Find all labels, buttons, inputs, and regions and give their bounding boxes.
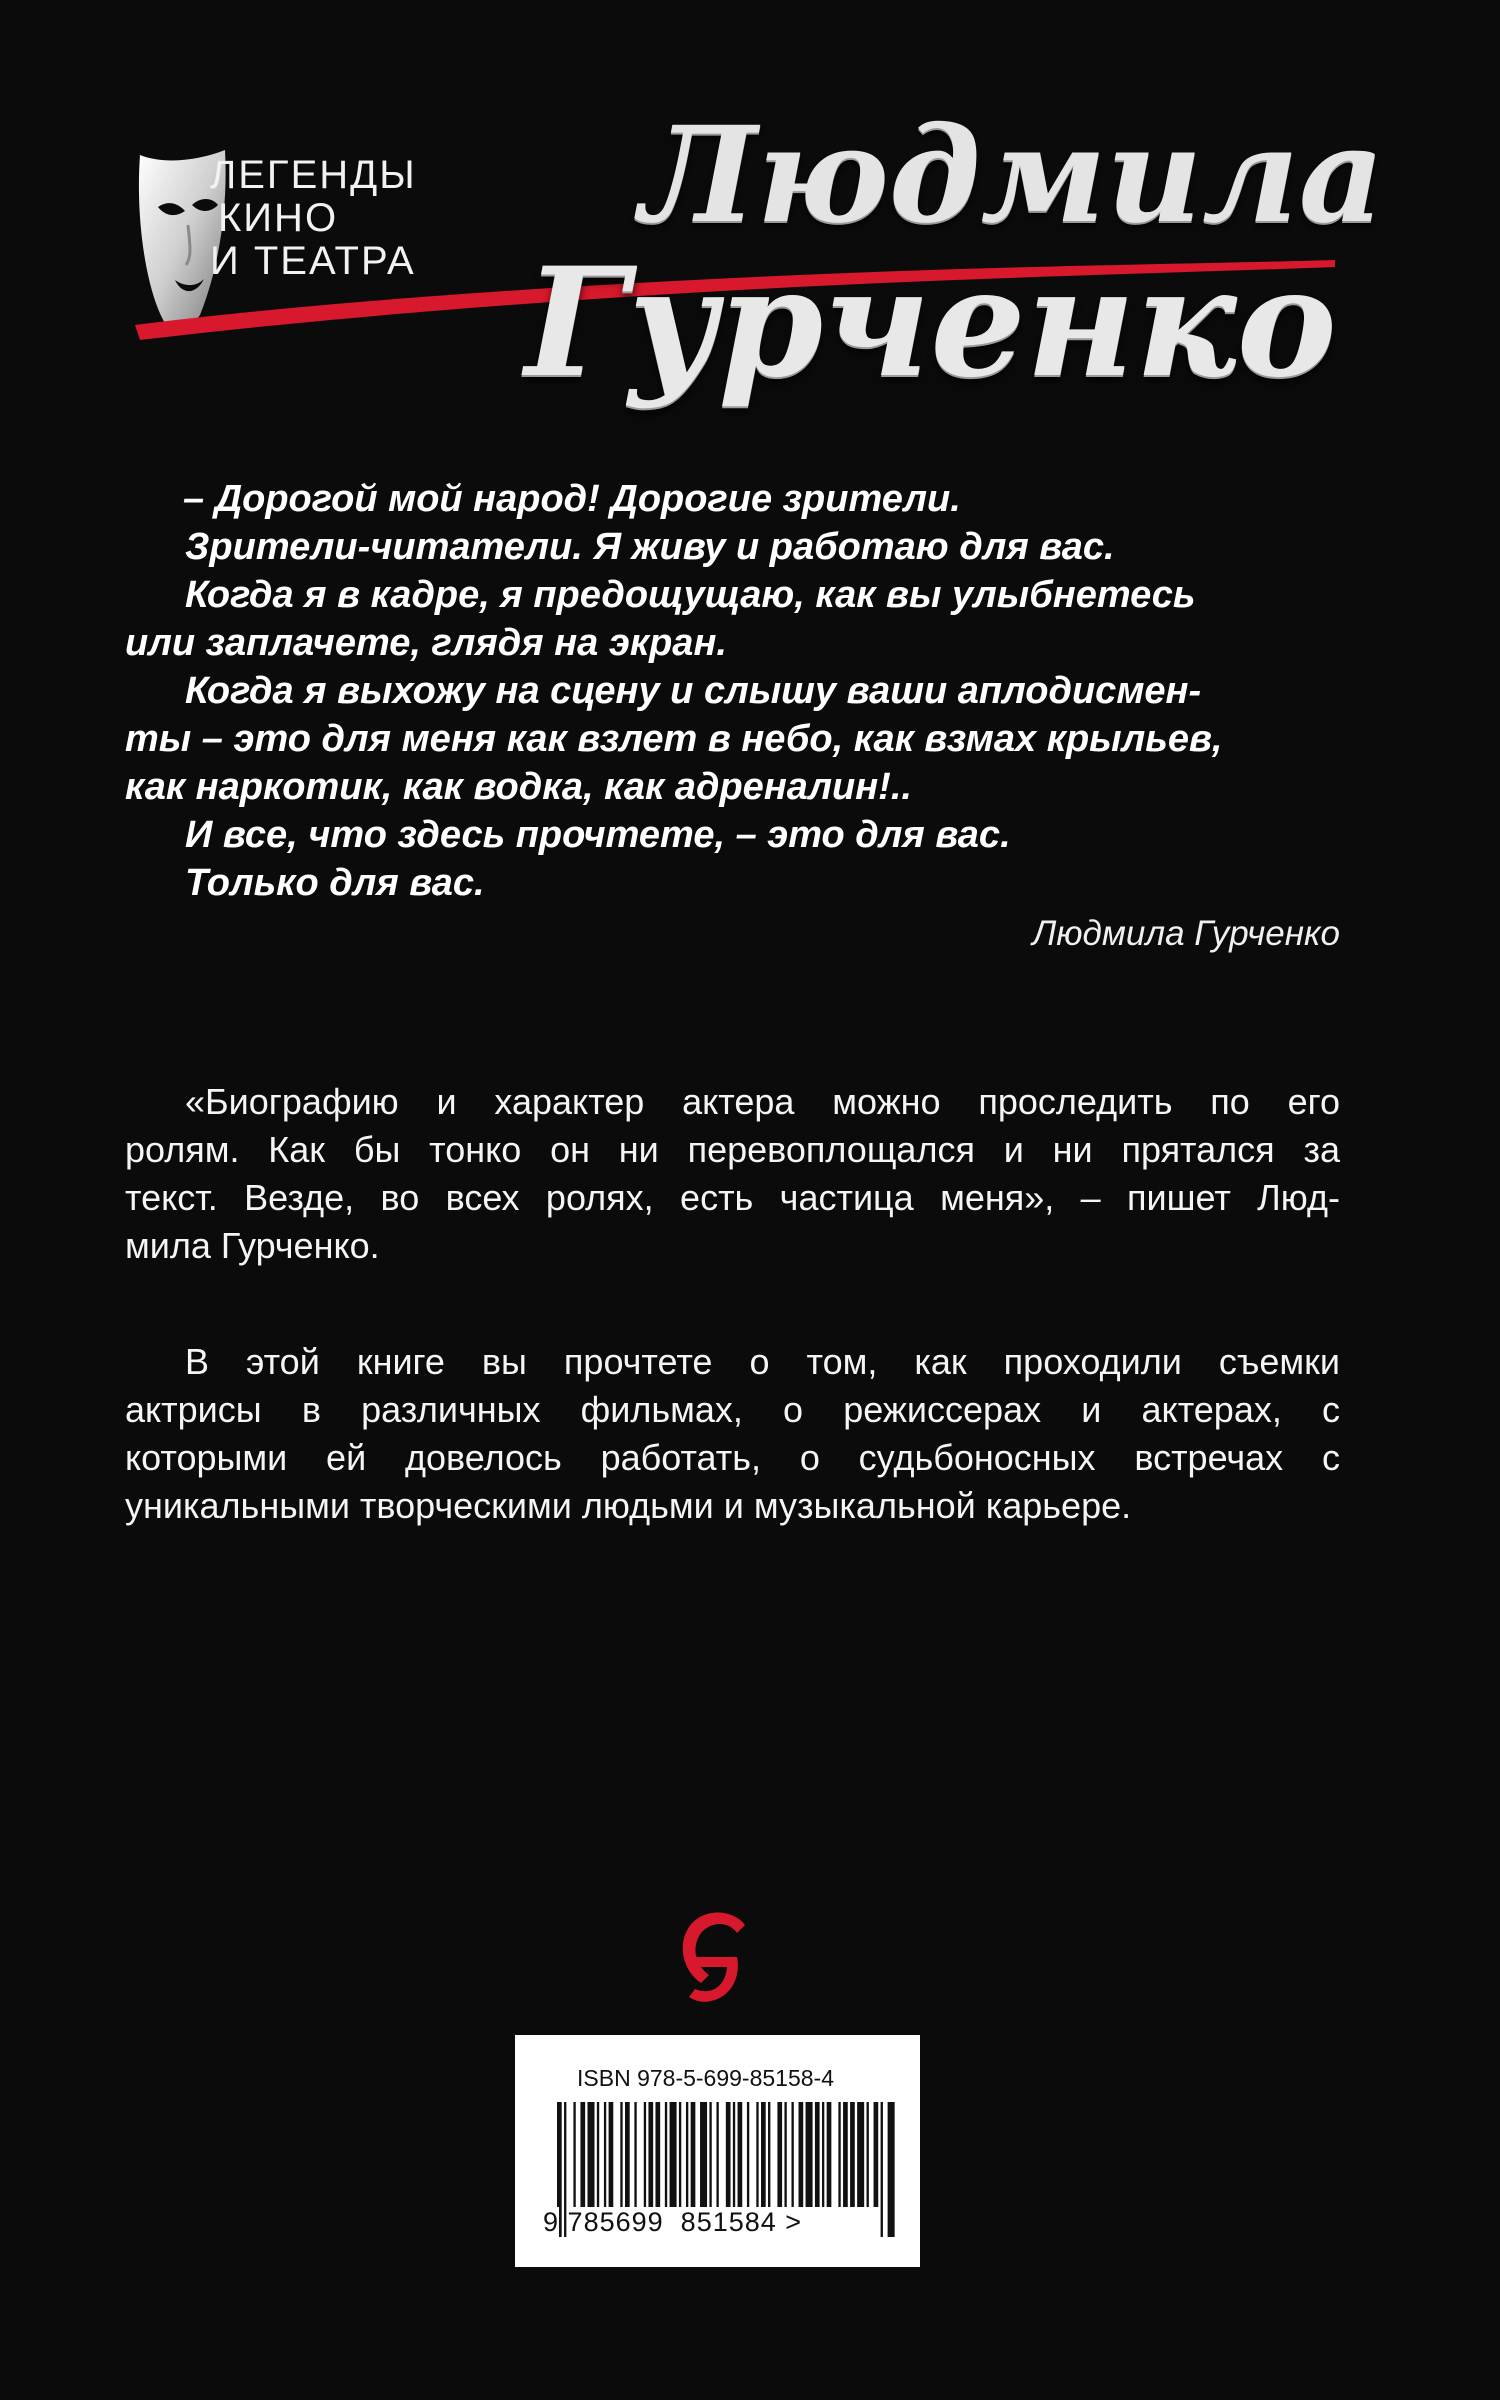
- barcode-bar: [634, 2102, 636, 2207]
- barcode-bar: [580, 2102, 585, 2207]
- barcode-bar: [791, 2102, 793, 2207]
- barcode-bar: [761, 2102, 766, 2207]
- series-title-line-2: КИНО: [218, 196, 339, 240]
- barcode-bar: [679, 2102, 681, 2207]
- paragraph-line: ролям. Как бы тонко он ни перевоплощался и ни прятался за: [125, 1129, 1340, 1170]
- barcode-bar: [874, 2102, 879, 2207]
- barcode-bar: [815, 2102, 820, 2207]
- barcode-bar: [784, 2102, 786, 2207]
- author-last-name: Гурченко: [525, 235, 1337, 411]
- barcode-digits: [543, 2207, 802, 2238]
- barcode-bar: [573, 2102, 575, 2207]
- quote-signature: Людмила Гурченко: [1032, 914, 1340, 953]
- barcode-bar: [655, 2102, 660, 2207]
- paragraph-line: уникальными творческими людьми и музыкальной карьере.: [125, 1485, 1132, 1526]
- barcode-bar: [756, 2102, 758, 2207]
- author-first-name: Людмила: [640, 98, 1385, 253]
- quote-line: И все, что здесь прочтете, – это для вас.: [185, 814, 1011, 856]
- isbn-number: ISBN 978-5-699-85158-4: [577, 2065, 834, 2091]
- barcode-bar: [604, 2102, 606, 2207]
- quote-line: Когда я выхожу на сцену и слышу ваши аплодисмен-: [185, 670, 1202, 712]
- paragraph-line: актрисы в различных фильмах, о режиссерах и актерах, с: [125, 1389, 1340, 1430]
- barcode-bar: [716, 2102, 718, 2207]
- description-paragraph-2: [125, 1338, 1340, 1530]
- barcode-bar: [644, 2102, 646, 2207]
- quote-line: ты – это для меня как взлет в небо, как взмах крыльев,: [125, 718, 1223, 760]
- barcode-bar: [857, 2102, 864, 2207]
- series-title-line-1: ЛЕГЕНДЫ: [210, 153, 417, 197]
- paragraph-line: мила Гурченко.: [125, 1225, 380, 1266]
- barcode-bar: [597, 2102, 599, 2207]
- quote-line: – Дорогой мой народ! Дорогие зрители.: [183, 478, 961, 520]
- paragraph-line: которыми ей довелось работать, о судьбоносных встречах с: [125, 1437, 1340, 1478]
- barcode-bar: [665, 2102, 667, 2207]
- series-title-line-3: И ТЕАТРА: [210, 239, 416, 283]
- barcode-digit-group-1: 785699: [567, 2207, 664, 2237]
- barcode-bar: [867, 2102, 869, 2207]
- barcode-bar: [609, 2102, 614, 2207]
- barcode-bar: [709, 2102, 711, 2207]
- barcode-bar: [747, 2102, 749, 2207]
- barcode-bar: [881, 2102, 883, 2237]
- barcode-bar: [625, 2102, 630, 2207]
- barcode-bar: [838, 2102, 840, 2207]
- eksmo-logo-icon: [675, 1905, 757, 2005]
- quote-line: Когда я в кадре, я предощущаю, как вы улыбнетесь: [185, 574, 1196, 616]
- paragraph-line: «Биографию и характер актера можно проследить по его: [185, 1081, 1340, 1122]
- barcode-digit-suffix: >: [785, 2207, 803, 2237]
- author-quote: [125, 475, 1340, 958]
- barcode-bar: [827, 2102, 832, 2207]
- barcode-digit-prefix: 9: [543, 2207, 560, 2237]
- paragraph-line: В этой книге вы прочтете о том, как проходили съемки: [185, 1341, 1340, 1382]
- barcode-bar: [888, 2102, 895, 2237]
- barcode-bar: [843, 2102, 848, 2207]
- quote-line: или заплачете, глядя на экран.: [125, 622, 727, 664]
- barcode-bar: [768, 2102, 770, 2207]
- barcode-bar: [850, 2102, 855, 2207]
- quote-line: как наркотик, как водка, как адреналин!..: [125, 766, 912, 808]
- barcode-bar: [691, 2102, 696, 2207]
- barcode-digit-group-2: 851584: [680, 2207, 777, 2237]
- barcode-bar: [686, 2102, 688, 2207]
- barcode-bar: [777, 2102, 782, 2207]
- barcode-bar: [738, 2102, 743, 2207]
- barcode-bar: [620, 2102, 622, 2207]
- quote-line: Зрители-читатели. Я живу и работаю для вас.: [185, 526, 1115, 568]
- barcode-bar: [700, 2102, 707, 2207]
- paragraph-line: текст. Везде, во всех ролях, есть частица меня», – пишет Люд-: [125, 1177, 1340, 1218]
- barcode-bar: [799, 2102, 804, 2207]
- barcode-bar: [670, 2102, 677, 2207]
- description-paragraph-1: [125, 1078, 1340, 1270]
- barcode-bar: [806, 2102, 813, 2207]
- barcode: [515, 2035, 920, 2267]
- barcode-bar: [822, 2102, 824, 2207]
- barcode-bar: [587, 2102, 594, 2207]
- quote-line: Только для вас.: [185, 862, 485, 904]
- barcode-bar: [648, 2102, 653, 2207]
